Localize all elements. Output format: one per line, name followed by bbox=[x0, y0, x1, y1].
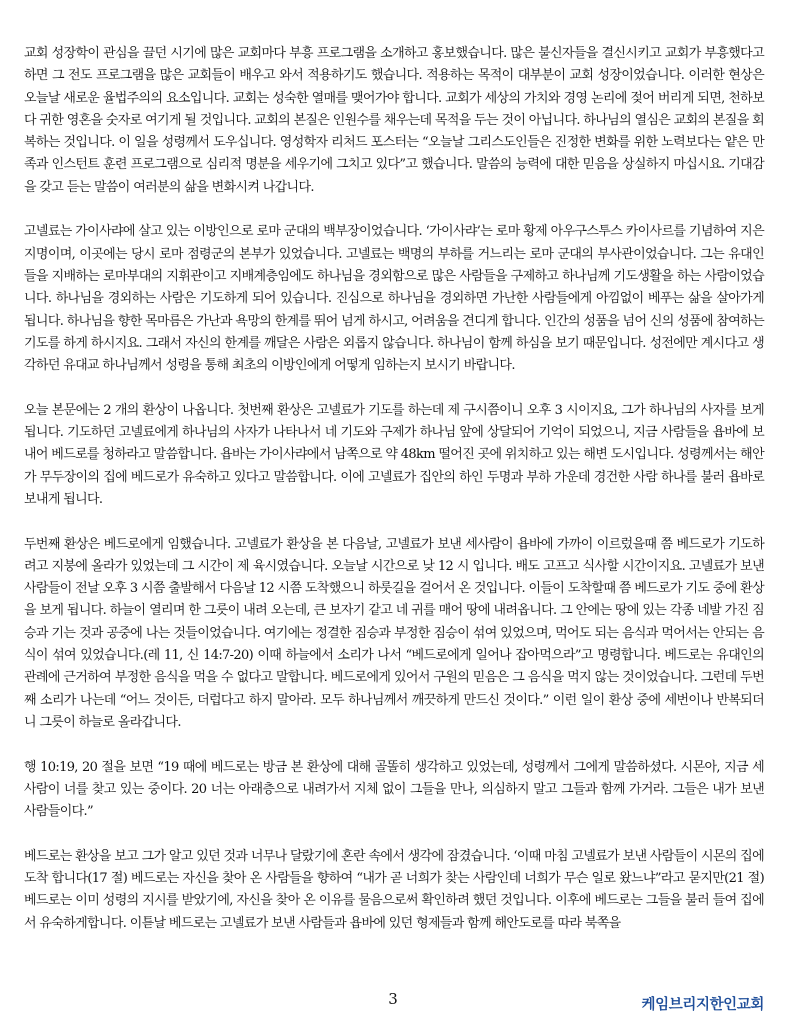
paragraph-2: 고넬료는 가이사랴에 살고 있는 이방인으로 로마 군대의 백부장이었습니다. ‘가이사랴’는 로마 황제 아우구스투스 카이사르를 기념하여 지은 지명이며, 이곳에는 당시 로마 점령군의 본부가 있었습니다. 고넬료는 백명의 부하를 거느리는 로마 군대의 부사관이었습니다. 그는 유대인들을 지배하는 로마부대의 지휘관이고 지배계층임에도 하나님을 경외함으로 많은 사람들을 구제하고 하나님께 기도생활을 하는 사람이었습니다. 하나님을 경외하는 사람은 기도하게 되어 있습니다. 진심으로 하나님을 경외하면 가난한 사람들에게 아낌없이 베푸는 삶을 살아가게 됩니다. 하나님을 향한 목마름은 가난과 욕망의 한계를 뛰어 넘게 하시고, 어려움을 견디게 합니다. 인간의 성품을 넘어 신의 성품에 참여하는 기도를 하게 하시지요. 그래서 자신의 한계를 깨달은 사람은 외롭지 않습니다. 하나님이 함께 하심을 보기 때문입니다. 성전에만 계시다고 생각하던 유대교 하나님께서 성령을 통해 최초의 이방인에게 어떻게 임하는지 보시기 바랍니다. bbox=[24, 224, 764, 374]
church-name: 케임브리지한인교회 bbox=[641, 997, 764, 1013]
document-body bbox=[24, 43, 764, 957]
paragraph-5: 행 10:19, 20 절을 보면 “19 때에 베드로는 방금 본 환상에 대해 골똘히 생각하고 있었는데, 성령께서 그에게 말씀하셨다. 시몬아, 지금 세 사람이 너를 찾고 있는 중이다. 20 너는 아래층으로 내려가서 지체 없이 그들을 만나, 의심하지 말고 그들과 함께 가거라. 그들은 내가 보낸 사람들이다.” bbox=[24, 759, 764, 820]
paragraph-6: 베드로는 환상을 보고 그가 알고 있던 것과 너무나 달랐기에 혼란 속에서 생각에 잠겼습니다. ‘이때 마침 고넬료가 보낸 사람들이 시몬의 집에 도착 합니다(17 절) 베드로는 자신을 찾아 온 사람들을 향하여 “내가 곧 너희가 찾는 사람인데 너희가 무슨 일로 왔느냐”라고 묻지만(21 절) 베드로는 이미 성령의 지시를 받았기에, 자신을 찾아 온 이유를 물음으로써 확인하려 했던 것입니다. 이후에 베드로는 그들을 불러 들여 집에서 유숙하게합니다. 이튿날 베드로는 고넬료가 보낸 사람들과 욥바에 있던 형제들과 함께 해안도로를 따라 북쪽을 bbox=[24, 848, 764, 931]
paragraph-1: 교회 성장학이 관심을 끌던 시기에 많은 교회마다 부흥 프로그램을 소개하고 홍보했습니다. 많은 불신자들을 결신시키고 교회가 부흥했다고 하면 그 전도 프로그램을 많은 교회들이 배우고 와서 적용하기도 했습니다. 적용하는 목적이 대부분이 교회 성장이었습니다. 이러한 현상은 오늘날 새로운 율법주의의 요소입니다. 교회는 성숙한 열매를 맺어가야 합니다. 교회가 세상의 가치와 경영 논리에 젖어 버리게 되면, 천하보다 귀한 영혼을 숫자로 여기게 될 것입니다. 교회의 본질은 인원수를 채우는데 목적을 두는 것이 아닙니다. 하나님의 열심은 교회의 본질을 회복하는 것입니다. 이 일을 성령께서 도우십니다. 영성학자 리처드 포스터는 “오늘날 그리스도인들은 진정한 변화를 위한 노력보다는 얕은 만족과 인스턴트 훈련 프로그램으로 심리적 명분을 세우기에 그치고 있다”고 했습니다. 말씀의 능력에 대한 믿음을 상실하지 마십시요. 기대감을 갖고 듣는 말씀이 여러분의 삶을 변화시켜 나갑니다. bbox=[24, 46, 764, 195]
paragraph-4: 두번째 환상은 베드로에게 임했습니다. 고넬료가 환상을 본 다음날, 고넬료가 보낸 세사람이 욥바에 가까이 이르렀을때 쯤 베드로가 기도하려고 지붕에 올라가 있었는데 그 시간이 제 육시였습니다. 오늘날 시간으로 낮 12 시 입니다. 배도 고프고 식사할 시간이지요. 고넬료가 보낸 사람들이 전날 오후 3 시쯤 출발해서 다음날 12 시쯤 도착했으니 하룻길을 걸어서 온 것입니다. 이들이 도착할때 쯤 베드로가 기도 중에 환상을 보게 됩니다. 하늘이 열리며 한 그릇이 내려 오는데, 큰 보자기 같고 네 귀를 매어 땅에 내려옵니다. 그 안에는 땅에 있는 각종 네발 가진 짐승과 기는 것과 공중에 나는 것들이었습니다. 여기에는 정결한 짐승과 부정한 짐승이 섞여 있었으며, 먹어도 되는 음식과 먹어서는 안되는 음식이 섞여 있었습니다.(레 11, 신 14:7-20) 이때 하늘에서 소리가 나서 “베드로에게 일어나 잡아먹으라”고 명령합니다. 베드로는 유대인의 관례에 근거하여 부정한 음식을 먹을 수 없다고 말합니다. 베드로에게 있어서 구원의 믿음은 그 음식을 먹지 않는 것이었습니다. 그런데 두번째 소리가 나는데 “어느 것이든, 더럽다고 하지 말아라. 모두 하나님께서 깨끗하게 만드신 것이다.” 이런 일이 환상 중에 세번이나 반복되더니 그릇이 하늘로 올라갑니다. bbox=[24, 536, 764, 730]
page-number: 3 bbox=[388, 990, 398, 1008]
paragraph-3: 오늘 본문에는 2 개의 환상이 나옵니다. 첫번째 환상은 고넬료가 기도를 하는데 제 구시쯤이니 오후 3 시이지요, 그가 하나님의 사자를 보게 됩니다. 기도하던 고넬료에게 하나님의 사자가 나타나서 네 기도와 구제가 하나님 앞에 상달되어 기억이 되었으니, 지금 사람들을 욥바에 보내어 베드로를 청하라고 말씀합니다. 욥바는 가이사랴에서 남쪽으로 약 48km 떨어진 곳에 위치하고 있는 해변 도시입니다. 성령께서는 해안가 무두장이의 집에 베드로가 유숙하고 있다고 말씀합니다. 이에 고넬료가 집안의 하인 두명과 부하 가운데 경건한 사람 하나를 불러 욥바로 보내게 됩니다. bbox=[24, 402, 764, 507]
